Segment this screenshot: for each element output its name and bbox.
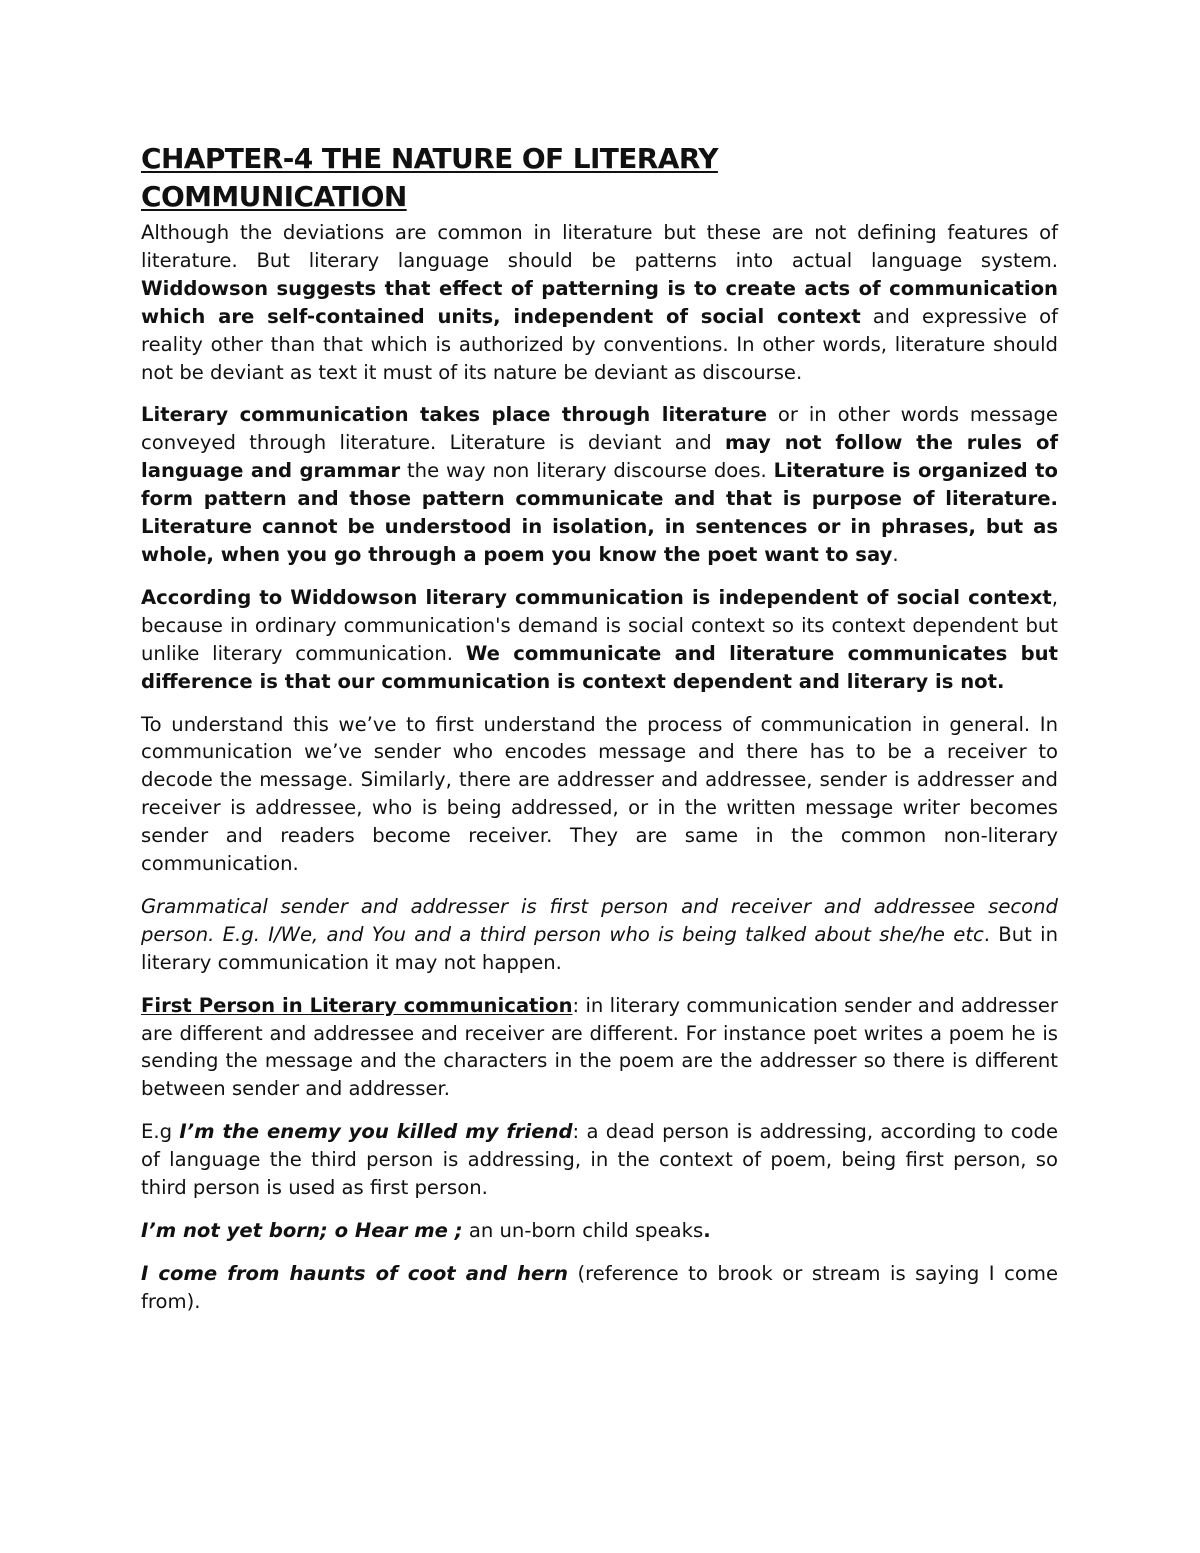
paragraph-example-enemy	[141, 1118, 1058, 1202]
paragraph-example-unborn	[141, 1217, 1058, 1245]
paragraph-grammatical-sender	[141, 893, 1058, 977]
p6-heading-first-person: First Person in Literary communication	[141, 993, 573, 1017]
p2-text-2: the way non literary discourse does.	[400, 459, 774, 483]
p1-bold-widdowson: Widdowson suggests that effect of patterning is to create acts of communication which are self-contained units, independent of social context	[141, 276, 1058, 328]
chapter-title	[141, 140, 1058, 216]
p5-text-1: . But in literary communication it may not happen.	[141, 922, 1058, 974]
p1-text-1: Although the deviations are common in literature but these are not defining features of literature. But literary language should be patterns into actual language system.	[141, 221, 1058, 272]
paragraph-deviations	[141, 219, 1058, 386]
paragraph-literary-communication	[141, 401, 1058, 568]
paragraph-first-person	[141, 992, 1058, 1104]
p8-bold-italic-quote: I’m not yet born; o Hear me ;	[141, 1219, 463, 1242]
p2-bold-3: Literature is organized to form pattern and those pattern communicate and that is purpose of literature. Literature cannot be understood in isolation, in sentences or in phrases, but as whole, when you go through a poem you know the poet want to say	[141, 459, 1058, 566]
p5-italic-1: Grammatical sender and addresser is first person and receiver and addressee second person. E.g. I/We, and You and a third person who is being talked about she/he etc	[141, 894, 1058, 946]
p4-text-1: To understand this we’ve to first understand the process of communication in general. In communication we’ve sender who encodes message and there has to be a receiver to decode the message. Similarly, there are addresser and addressee, sender is addresser and receiver is addressee, who is being addressed, or in the written message writer becomes sender and readers become receiver. They are same in the common non-literary communication.	[141, 712, 1058, 876]
p7-bold-italic-quote: I’m the enemy you killed my friend	[179, 1120, 573, 1144]
p2-text-1: or in other words message conveyed through literature. Literature is deviant and	[141, 403, 1058, 455]
paragraph-widdowson-context	[141, 584, 1058, 696]
p2-bold-2: may not follow the rules of language and grammar	[141, 431, 1058, 483]
p2-bold-1: Literary communication takes place through literature	[141, 403, 767, 427]
p1-text-2: and expressive of reality other than that which is authorized by conventions. In other words, literature should not be deviant as text it must of its nature be deviant as discourse.	[141, 304, 1058, 384]
paragraph-example-brook	[141, 1260, 1058, 1316]
p3-bold-2: We communicate and literature communicates but difference is that our communication is context dependent and literary is not.	[141, 641, 1058, 693]
paragraph-communication-process	[141, 711, 1058, 878]
p7-text-1: : a dead person is addressing, according to code of language the third person is addressing, in the context of poem, being first person, so third person is used as first person.	[141, 1120, 1058, 1200]
p9-text-1: (reference to brook or stream is saying I come from).	[141, 1261, 1058, 1313]
p9-bold-italic-quote: I come from haunts of coot and hern	[141, 1261, 568, 1285]
p3-bold-1: According to Widdowson literary communication is independent of social context	[141, 585, 1052, 609]
p7-text-0: E.g	[141, 1120, 180, 1144]
chapter-title-line-2: COMMUNICATION	[141, 180, 407, 213]
p3-text-1: , because in ordinary communication's demand is social context so its context dependent but unlike literary communication.	[141, 585, 1058, 665]
p8-bold-period: .	[703, 1219, 711, 1242]
document-page	[141, 140, 1058, 1331]
p8-text-1: an un-born child speaks	[462, 1219, 704, 1242]
p2-text-3: .	[892, 542, 899, 566]
chapter-title-line-1: CHAPTER-4 THE NATURE OF LITERARY	[141, 142, 718, 175]
p6-text-1: : in literary communication sender and addresser are different and addressee and receiver are different. For instance poet writes a poem he is sending the message and the characters in the poem are the addresser so there is different between sender and addresser.	[141, 993, 1058, 1101]
